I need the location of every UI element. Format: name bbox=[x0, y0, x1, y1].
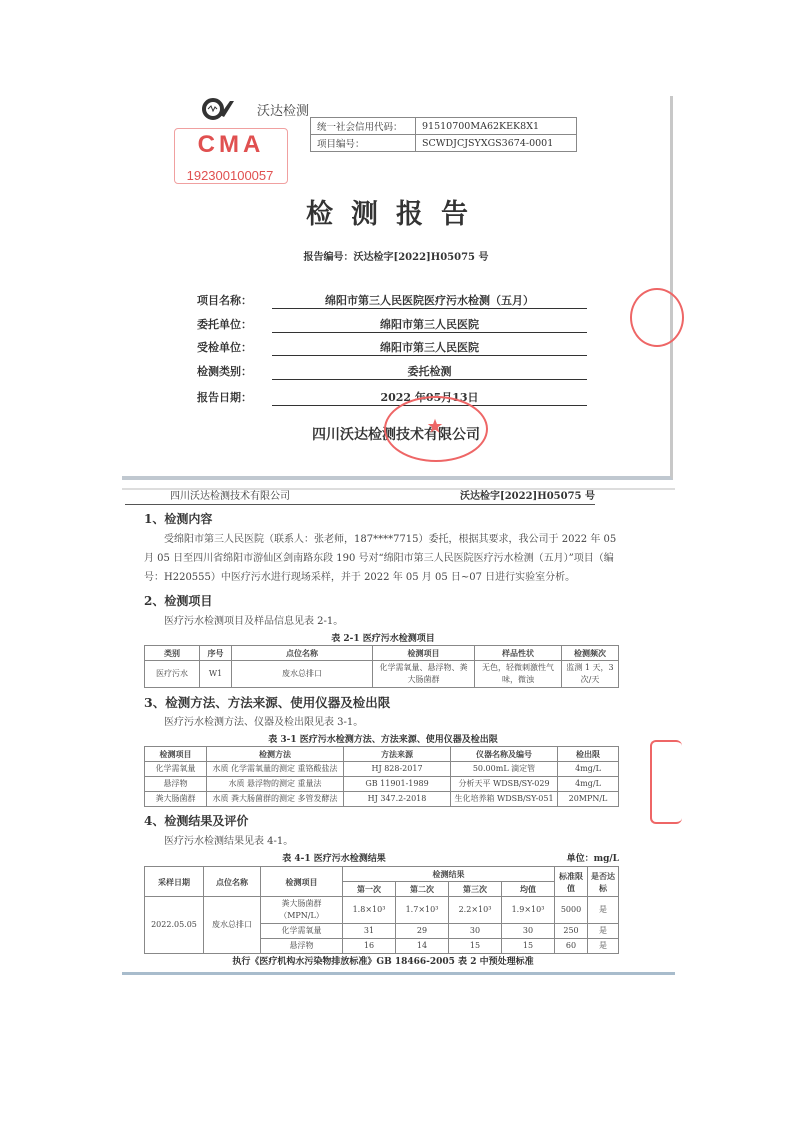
field-label: 委托单位： bbox=[197, 318, 252, 331]
seal-star-icon bbox=[427, 418, 443, 434]
header-report-no: 沃达检字[2022]H05075 号 bbox=[459, 491, 595, 502]
field-date bbox=[197, 389, 587, 407]
section-1-text: 受绵阳市第三人民医院（联系人：张老师，187****7715）委托，根据其要求，我公司于 2022 年 05 月 05 日至四川省绵阳市游仙区剑南路东段 190 号对“绵阳市第三人民医院医疗污水检测（五月）”项目（编号：H220555）中医疗污水进行现场采样，并于 2022 年 05 月 05 日~07 日进行实验室分析。 bbox=[144, 534, 617, 583]
td: 1.9×10³ bbox=[502, 897, 555, 924]
table-2-1 bbox=[144, 645, 619, 688]
td: 是 bbox=[588, 924, 619, 939]
field-value: 2022 年05月13日 bbox=[272, 389, 587, 406]
td: 生化培养箱 WDSB/SY-051 bbox=[451, 792, 558, 807]
field-value: 委托检测 bbox=[272, 363, 587, 380]
table-footnote: 执行《医疗机构水污染物排放标准》GB 18466-2005 表 2 中预处理标准 bbox=[232, 957, 534, 967]
td: 化学需氧量、悬浮物、粪大肠菌群 bbox=[373, 661, 475, 688]
cma-number: 192300100057 bbox=[186, 168, 274, 183]
td: 14 bbox=[396, 939, 449, 954]
th: 采样日期 bbox=[145, 867, 204, 897]
td: 4mg/L bbox=[558, 777, 619, 792]
wodata-logo-icon bbox=[202, 98, 240, 120]
table-row bbox=[145, 661, 619, 688]
th: 检测项目 bbox=[261, 867, 343, 897]
td: 医疗污水 bbox=[145, 661, 200, 688]
th: 检测项目 bbox=[373, 646, 475, 661]
td: 4mg/L bbox=[558, 762, 619, 777]
td: 是 bbox=[588, 897, 619, 924]
th: 标准限值 bbox=[555, 867, 588, 897]
td: 化学需氧量 bbox=[261, 924, 343, 939]
field-label: 检测类别： bbox=[197, 365, 252, 378]
td: 无色，轻微刺激性气味，微浊 bbox=[475, 661, 562, 688]
table-2-1-caption: 表 2-1 医疗污水检测项目 bbox=[331, 634, 435, 644]
field-label: 受检单位： bbox=[197, 341, 252, 354]
report-page-2 bbox=[122, 488, 675, 975]
section-3-text: 医疗污水检测方法、仪器及检出限见表 3-1。 bbox=[164, 717, 364, 728]
td: 废水总排口 bbox=[232, 661, 373, 688]
table-4-1 bbox=[144, 866, 619, 954]
cma-logo: CMA bbox=[197, 131, 265, 158]
th: 点位名称 bbox=[232, 646, 373, 661]
id-table bbox=[310, 117, 577, 152]
td: GB 11901-1989 bbox=[344, 777, 451, 792]
th: 第二次 bbox=[396, 882, 449, 897]
page-header bbox=[125, 490, 595, 505]
td: 是 bbox=[588, 939, 619, 954]
field-label: 报告日期： bbox=[197, 391, 252, 404]
th: 第一次 bbox=[343, 882, 396, 897]
field-project-name bbox=[197, 292, 587, 310]
field-inspected bbox=[197, 339, 587, 357]
td: 30 bbox=[449, 924, 502, 939]
td: HJ 828-2017 bbox=[344, 762, 451, 777]
td: 监测 1 天，3 次/天 bbox=[562, 661, 619, 688]
td: 2.2×10³ bbox=[449, 897, 502, 924]
th: 类别 bbox=[145, 646, 200, 661]
td: 29 bbox=[396, 924, 449, 939]
section-1-heading: 1、检测内容 bbox=[144, 512, 213, 526]
td: 化学需氧量 bbox=[145, 762, 207, 777]
table-row bbox=[145, 897, 619, 924]
section-3-heading: 3、检测方法、方法来源、使用仪器及检出限 bbox=[144, 695, 391, 710]
td: 分析天平 WDSB/SY-029 bbox=[451, 777, 558, 792]
cover-page bbox=[122, 96, 673, 480]
td: 250 bbox=[555, 924, 588, 939]
table-4-1-caption: 表 4-1 医疗污水检测结果 bbox=[282, 854, 386, 864]
table-3-1-caption: 表 3-1 医疗污水检测方法、方法来源、使用仪器及检出限 bbox=[268, 735, 498, 745]
th: 序号 bbox=[200, 646, 232, 661]
th: 点位名称 bbox=[204, 867, 261, 897]
field-value: 绵阳市第三人民医院医疗污水检测（五月） bbox=[272, 292, 587, 309]
table-4-1-caption-line bbox=[144, 853, 622, 866]
td: 粪大肠菌群 bbox=[145, 792, 207, 807]
th: 均值 bbox=[502, 882, 555, 897]
header-company: 四川沃达检测技术有限公司 bbox=[170, 491, 290, 502]
field-client bbox=[197, 316, 587, 334]
td: W1 bbox=[200, 661, 232, 688]
table-3-1 bbox=[144, 746, 619, 807]
td: 16 bbox=[343, 939, 396, 954]
th: 检测方法 bbox=[207, 747, 344, 762]
report-body bbox=[144, 511, 622, 968]
td: 31 bbox=[343, 924, 396, 939]
table-row bbox=[145, 777, 619, 792]
field-value: 绵阳市第三人民医院 bbox=[272, 339, 587, 356]
company-seal bbox=[384, 396, 488, 462]
td: 15 bbox=[502, 939, 555, 954]
th: 检测项目 bbox=[145, 747, 207, 762]
th: 仪器名称及编号 bbox=[451, 747, 558, 762]
th: 是否达标 bbox=[588, 867, 619, 897]
td: HJ 347.2-2018 bbox=[344, 792, 451, 807]
field-label: 项目名称： bbox=[197, 294, 252, 307]
th: 检测频次 bbox=[562, 646, 619, 661]
project-no: SCWDJCJSYXGS3674-0001 bbox=[416, 135, 577, 152]
th: 检测结果 bbox=[343, 867, 555, 882]
credit-code: 91510700MA62KEK8X1 bbox=[416, 118, 577, 135]
th: 第三次 bbox=[449, 882, 502, 897]
td: 50.00mL 滴定管 bbox=[451, 762, 558, 777]
section-4-heading: 4、检测结果及评价 bbox=[144, 814, 249, 828]
td: 悬浮物 bbox=[261, 939, 343, 954]
td: 悬浮物 bbox=[145, 777, 207, 792]
td: 水质 化学需氧量的测定 重铬酸盐法 bbox=[207, 762, 344, 777]
th: 检出限 bbox=[558, 747, 619, 762]
table-row bbox=[145, 792, 619, 807]
td: 2022.05.05 bbox=[145, 897, 204, 954]
company-name: 四川沃达检测技术有限公司 bbox=[312, 427, 480, 443]
td: 废水总排口 bbox=[204, 897, 261, 954]
section-2-text: 医疗污水检测项目及样品信息见表 2-1。 bbox=[164, 616, 344, 627]
td: 30 bbox=[502, 924, 555, 939]
credit-code-label: 统一社会信用代码： bbox=[311, 118, 416, 135]
th: 方法来源 bbox=[344, 747, 451, 762]
brand-name: 沃达检测 bbox=[257, 104, 310, 119]
td: 1.7×10³ bbox=[396, 897, 449, 924]
td: 5000 bbox=[555, 897, 588, 924]
th: 样品性状 bbox=[475, 646, 562, 661]
report-number: 报告编号：沃达检字[2022]H05075 号 bbox=[303, 252, 489, 263]
edge-seal bbox=[630, 288, 684, 347]
td: 20MPN/L bbox=[558, 792, 619, 807]
edge-seal-2 bbox=[650, 740, 682, 824]
table-row bbox=[145, 762, 619, 777]
td: 15 bbox=[449, 939, 502, 954]
report-title: 检测报告 bbox=[306, 199, 486, 230]
td: 粪大肠菌群（MPN/L） bbox=[261, 897, 343, 924]
td: 1.8×10³ bbox=[343, 897, 396, 924]
table-4-1-unit: 单位：mg/L bbox=[566, 854, 619, 864]
td: 60 bbox=[555, 939, 588, 954]
td: 水质 悬浮物的测定 重量法 bbox=[207, 777, 344, 792]
td: 水质 粪大肠菌群的测定 多管发酵法 bbox=[207, 792, 344, 807]
project-no-label: 项目编号： bbox=[311, 135, 416, 152]
field-category bbox=[197, 363, 587, 381]
field-value: 绵阳市第三人民医院 bbox=[272, 316, 587, 333]
section-2-heading: 2、检测项目 bbox=[144, 594, 213, 608]
section-4-text: 医疗污水检测结果见表 4-1。 bbox=[164, 836, 294, 847]
